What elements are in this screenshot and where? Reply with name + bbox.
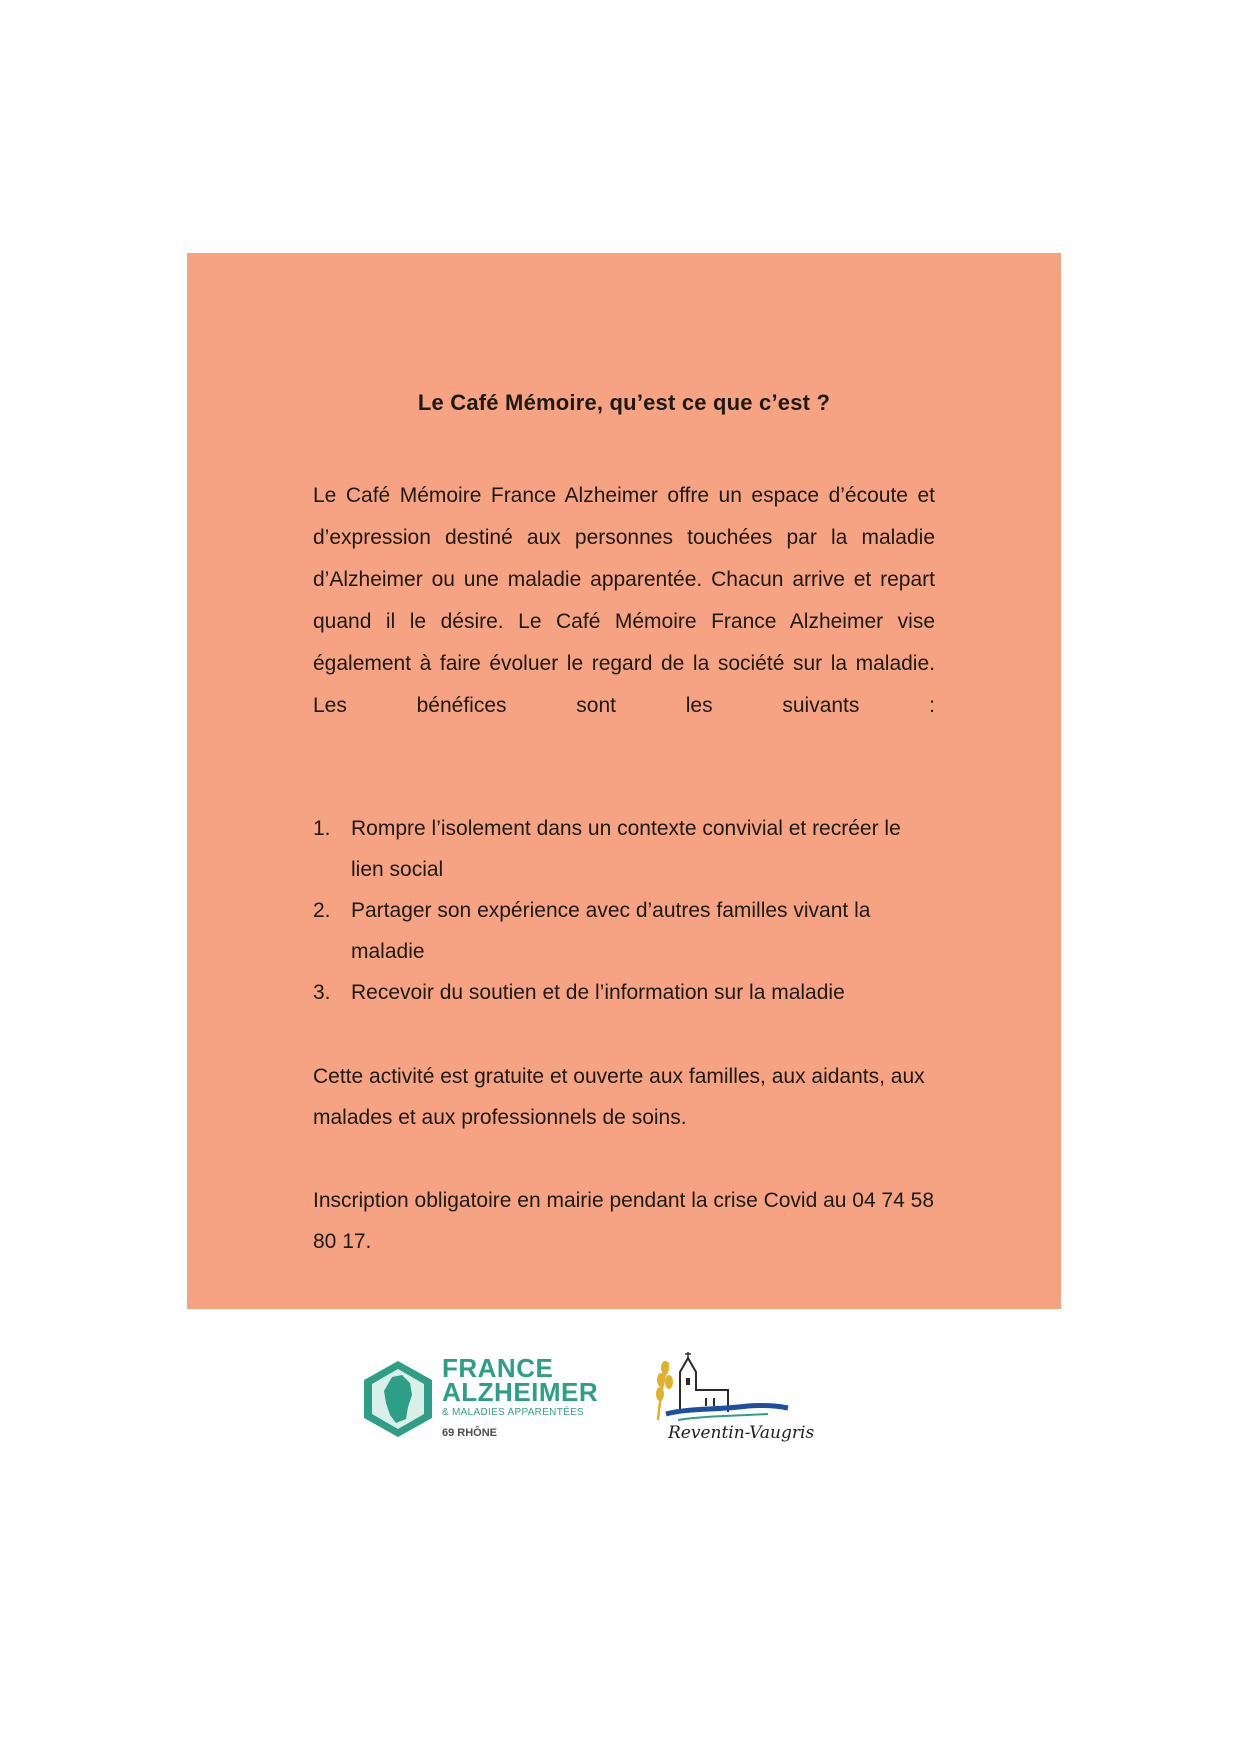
reventin-vaugris-logo xyxy=(648,1350,818,1450)
intro-paragraph: Le Café Mémoire France Alzheimer offre un espace d’écoute et d’expression destiné aux personnes touchées par la maladie d’Alzheimer ou une maladie apparentée. Chacun arrive et repart quand il le désire. Le Café Mémoire France Alzheimer vise également à faire évoluer le regard de la société sur la maladie. Les bénéfices sont les suivants : xyxy=(313,484,935,717)
flyer-panel xyxy=(187,253,1061,1309)
benefit-item xyxy=(313,972,935,1013)
benefits-list xyxy=(313,808,935,1013)
benefit-item xyxy=(313,890,935,972)
flyer-title: Le Café Mémoire, qu’est ce que c’est ? xyxy=(417,390,831,415)
benefit-text: Partager son expérience avec d’autres familles vivant la maladie xyxy=(351,899,871,963)
benefit-item xyxy=(313,808,935,890)
reventin-vaugris-name: Reventin-Vaugris xyxy=(668,1423,815,1443)
france-alzheimer-logo xyxy=(362,1355,612,1445)
benefit-number: 2. xyxy=(313,899,331,922)
benefit-text: Rompre l’isolement dans un contexte convivial et recréer le lien social xyxy=(351,817,901,881)
benefit-text: Recevoir du soutien et de l’information sur la maladie xyxy=(351,981,845,1004)
benefit-number: 1. xyxy=(313,817,331,840)
access-paragraph: Cette activité est gratuite et ouverte aux familles, aux aidants, aux malades et aux professionnels de soins. xyxy=(313,1065,925,1129)
church-wheat-icon xyxy=(648,1350,798,1425)
fa-wordmark-line2: ALZHEIMER xyxy=(442,1377,599,1407)
fa-region: 69 RHÔNE xyxy=(442,1427,498,1439)
benefit-number: 3. xyxy=(313,981,331,1004)
signup-paragraph: Inscription obligatoire en mairie pendant la crise Covid au 04 74 58 80 17. xyxy=(313,1189,935,1253)
fa-subtitle: & MALADIES APPARENTÉES xyxy=(442,1407,585,1418)
hexagon-map-icon xyxy=(362,1359,434,1439)
fa-wordmark-line1: FRANCE xyxy=(442,1353,554,1383)
